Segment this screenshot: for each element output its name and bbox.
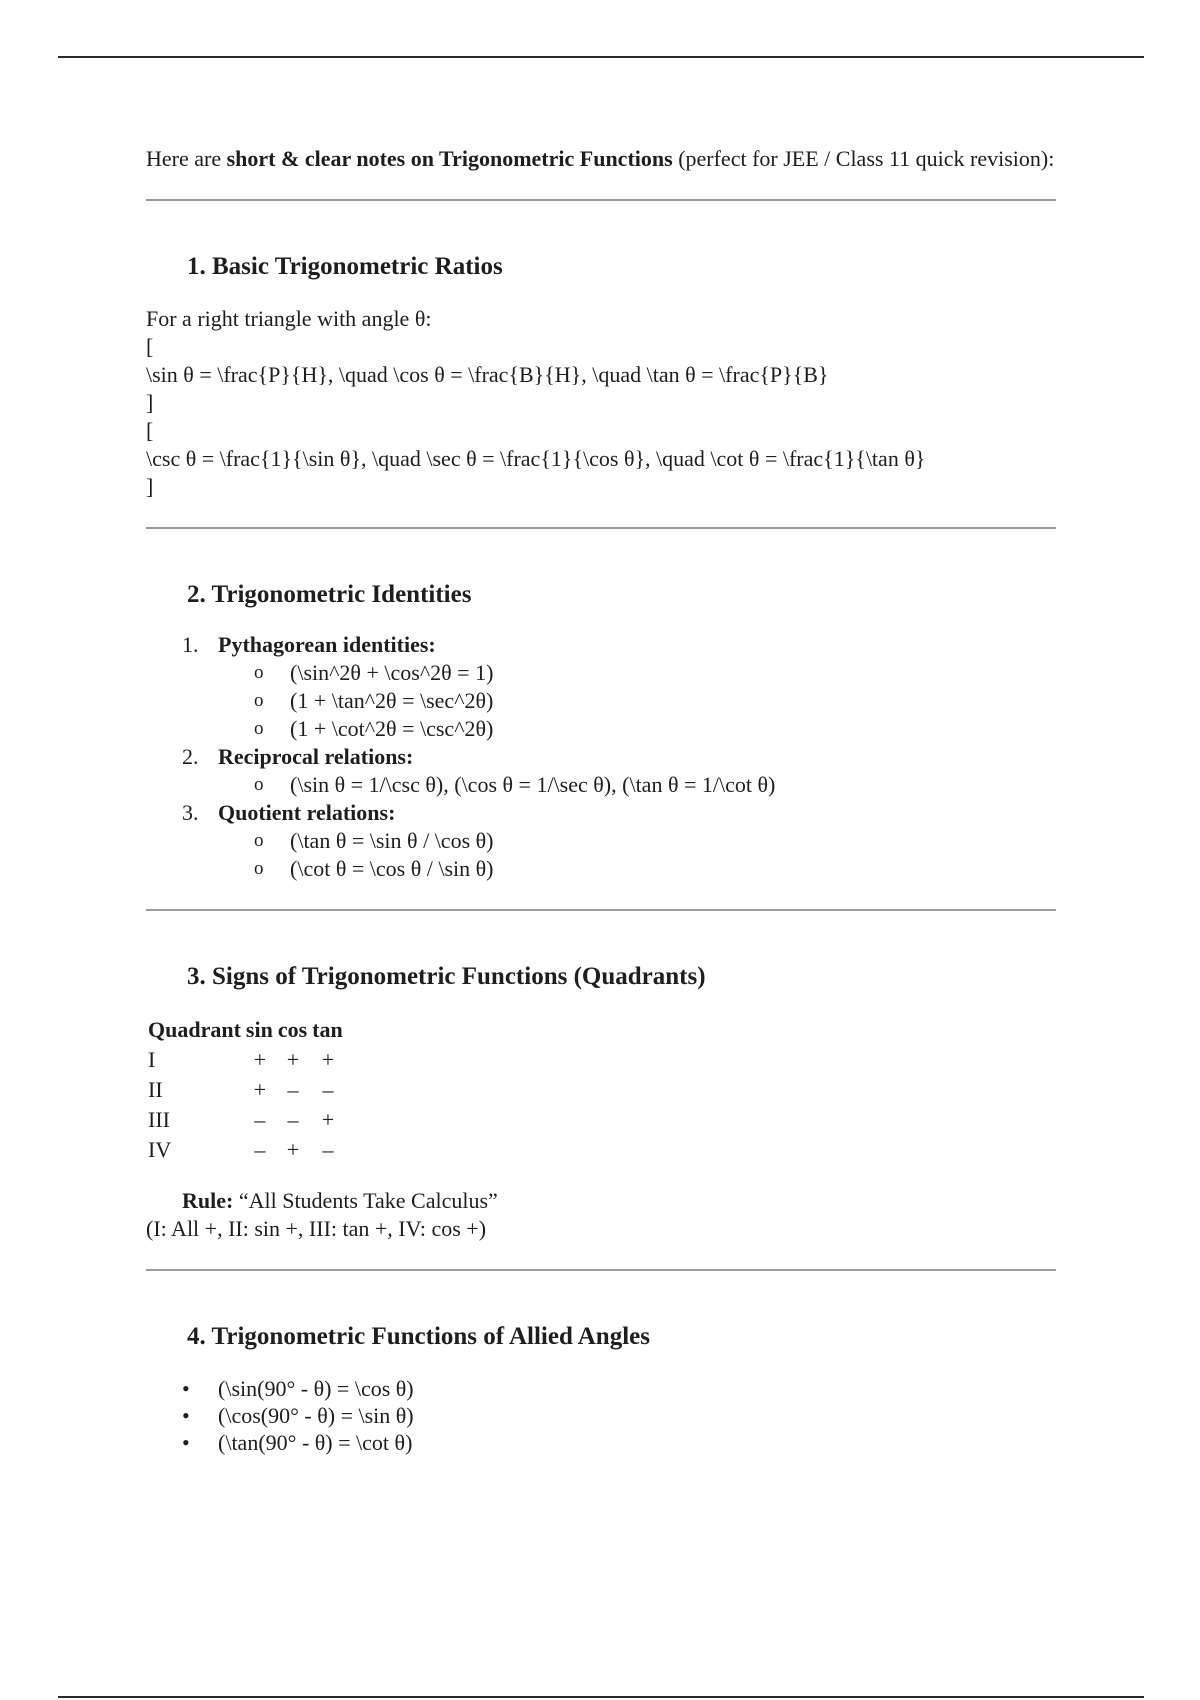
section-divider [146, 527, 1056, 529]
page-bottom-rule [58, 1696, 1144, 1698]
formula-line: \sin θ = \frac{P}{H}, \quad \cos θ = \frac{B}{H}, \quad \tan θ = \frac{P}{B} [146, 362, 829, 387]
quadrant-signs-table [146, 1015, 346, 1165]
list-item [182, 799, 1056, 883]
table-row [146, 1075, 346, 1105]
allied-angles-list [146, 1375, 1056, 1456]
list-item: • (\sin(90° - θ) = \cos θ) [218, 1375, 1056, 1402]
section-1-body [146, 305, 1056, 501]
group-heading: Reciprocal relations: [218, 744, 414, 769]
table-header: sin [245, 1017, 273, 1042]
table-cell: IV [148, 1137, 172, 1162]
table-cell: + [253, 1077, 267, 1102]
table-cell: III [148, 1107, 170, 1132]
list-number: 2. [182, 744, 199, 769]
section-divider [146, 1269, 1056, 1271]
sub-list-item: o (\tan θ = \sin θ / \cos θ) [290, 827, 1056, 855]
sub-list [218, 827, 1056, 883]
table-cell: II [148, 1077, 163, 1102]
sub-list-item: o (\sin θ = 1/\csc θ), (\cos θ = 1/\sec θ), (\tan θ = 1/\cot θ) [290, 771, 1056, 799]
formula-line: \csc θ = \frac{1}{\sin θ}, \quad \sec θ = \frac{1}{\cos θ}, \quad \cot θ = \frac{1}{\tan θ} [146, 446, 926, 471]
table-cell: + [286, 1137, 300, 1162]
group-heading: Quotient relations: [218, 800, 396, 825]
page-top-rule [58, 56, 1144, 58]
text-line: ] [146, 474, 154, 499]
list-number: 3. [182, 800, 199, 825]
document-body [146, 145, 1056, 1456]
section-1-title: 1. Basic Trigonometric Ratios [187, 253, 503, 280]
identities-list [146, 631, 1056, 883]
list-item: • (\cos(90° - θ) = \sin θ) [218, 1402, 1056, 1429]
table-cell: – [322, 1137, 334, 1162]
sub-list [218, 771, 1056, 799]
table-cell: – [254, 1107, 266, 1132]
rule-label: Rule: [182, 1188, 234, 1213]
table-cell: – [322, 1077, 334, 1102]
sub-list-item: o (\cot θ = \cos θ / \sin θ) [290, 855, 1056, 883]
intro-bold: short & clear notes on Trigonometric Functions [226, 146, 673, 171]
table-header-row [146, 1015, 346, 1045]
list-item [182, 743, 1056, 799]
table-row [146, 1105, 346, 1135]
rule-detail: (I: All +, II: sin +, III: tan +, IV: cos +) [146, 1216, 487, 1241]
sub-list [218, 659, 1056, 743]
table-header: cos [277, 1017, 308, 1042]
table-header: Quadrant [148, 1017, 241, 1042]
sub-list-item: o (1 + \cot^2θ = \csc^2θ) [290, 715, 1056, 743]
intro-suffix: (perfect for JEE / Class 11 quick revision): [672, 146, 1055, 171]
table-cell: + [321, 1107, 335, 1132]
sub-list-item: o (1 + \tan^2θ = \sec^2θ) [290, 687, 1056, 715]
section-4-title: 4. Trigonometric Functions of Allied Angles [187, 1323, 650, 1350]
text-line: [ [146, 418, 154, 443]
sub-list-item: o (\sin^2θ + \cos^2θ = 1) [290, 659, 1056, 687]
table-row [146, 1045, 346, 1075]
list-item [182, 631, 1056, 743]
text-line: For a right triangle with angle θ: [146, 306, 432, 331]
table-cell: – [287, 1077, 299, 1102]
section-divider [146, 909, 1056, 911]
group-heading: Pythagorean identities: [218, 632, 436, 657]
table-cell: + [253, 1047, 267, 1072]
text-line: [ [146, 334, 154, 359]
table-header: tan [312, 1017, 343, 1042]
rule-text: “All Students Take Calculus” [233, 1188, 498, 1213]
table-cell: – [254, 1137, 266, 1162]
intro-paragraph [146, 145, 1056, 173]
list-item: • (\tan(90° - θ) = \cot θ) [218, 1429, 1056, 1456]
table-cell: + [286, 1047, 300, 1072]
intro-prefix: Here are [146, 146, 227, 171]
table-cell: – [287, 1107, 299, 1132]
mnemonic-rule [146, 1187, 1056, 1215]
table-cell: + [321, 1047, 335, 1072]
section-2-title: 2. Trigonometric Identities [187, 581, 472, 608]
table-row [146, 1135, 346, 1165]
list-number: 1. [182, 632, 199, 657]
table-cell: I [148, 1047, 156, 1072]
text-line: ] [146, 390, 154, 415]
section-3-title: 3. Signs of Trigonometric Functions (Quadrants) [187, 963, 706, 990]
section-divider [146, 199, 1056, 201]
